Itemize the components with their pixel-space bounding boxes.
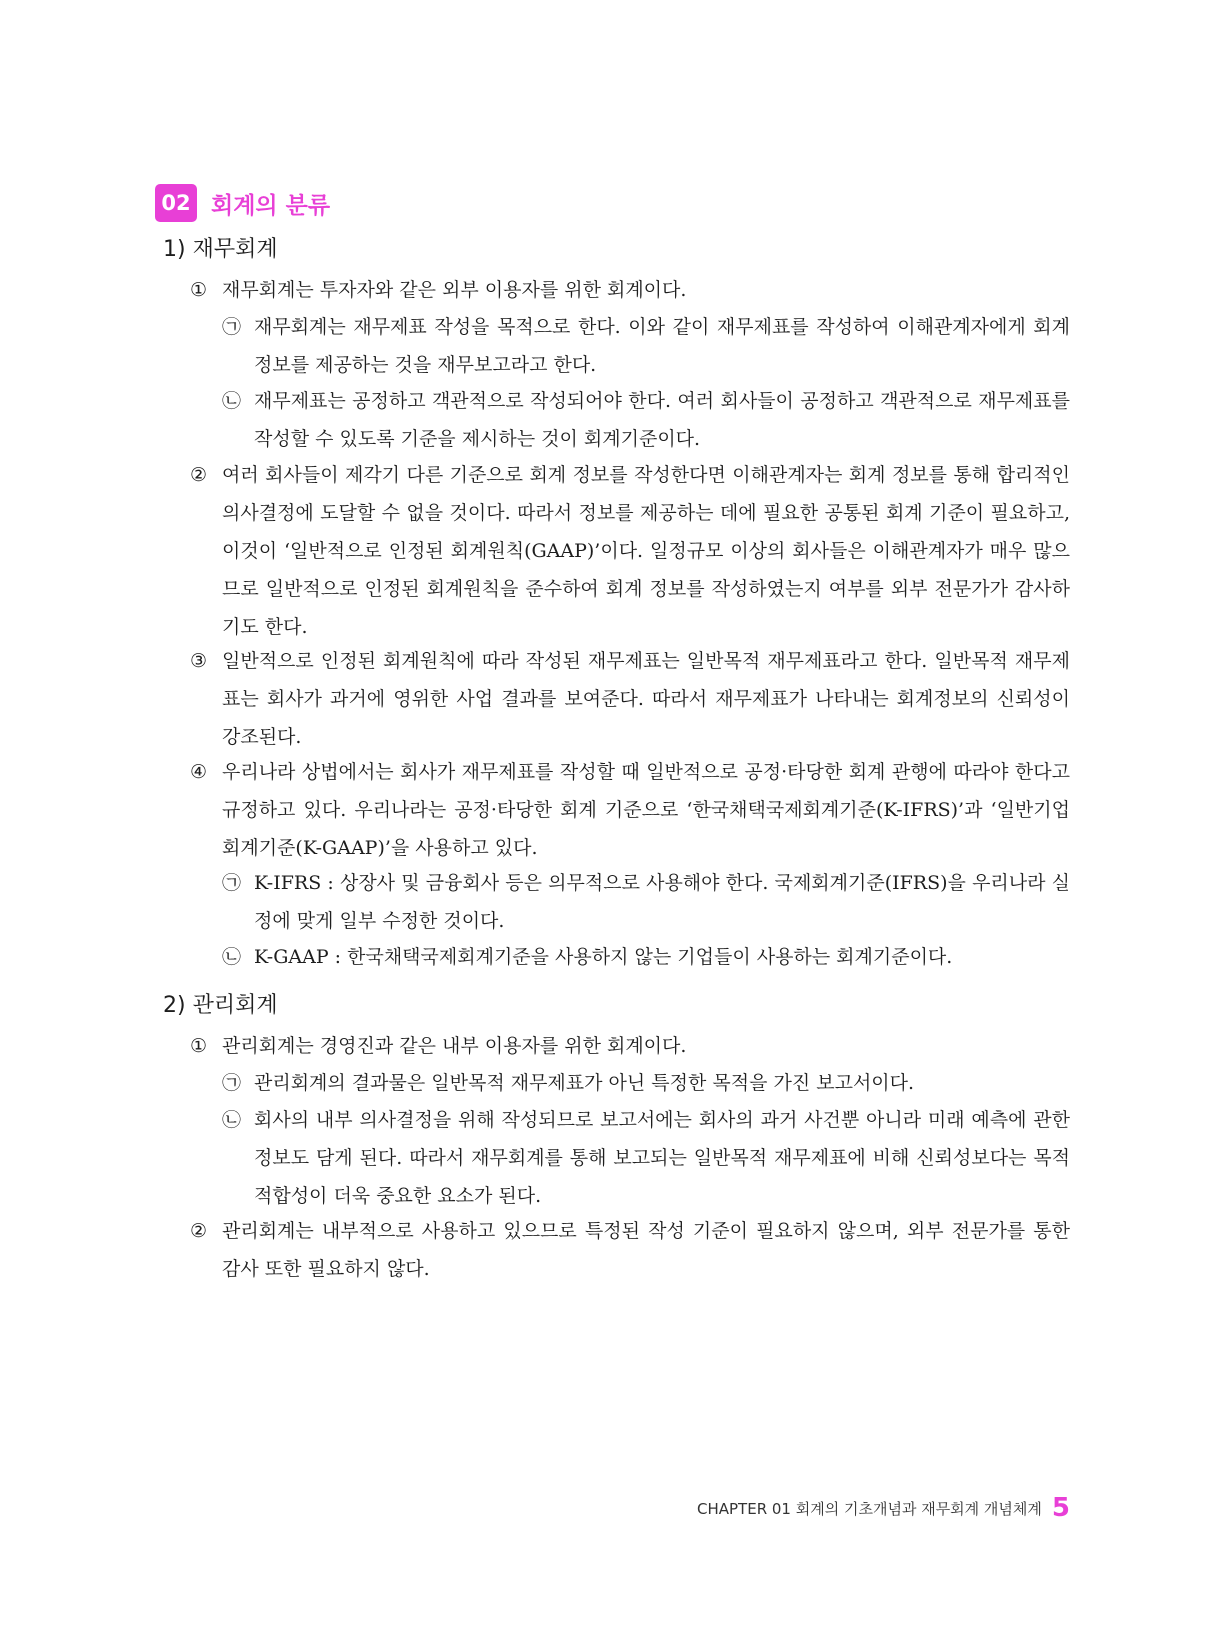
- paragraph: [222, 308, 1070, 384]
- item-marker: ㉠: [222, 872, 242, 894]
- paragraph-text: 관리회계의 결과물은 일반목적 재무제표가 아닌 특정한 목적을 가진 보고서이다.: [254, 1072, 915, 1094]
- paragraph: [222, 1064, 1070, 1102]
- paragraph-text: K-IFRS : 상장사 및 금융회사 등은 의무적으로 사용해야 한다. 국제회계기준(IFRS)을 우리나라 실정에 맞게 일부 수정한 것이다.: [254, 872, 1070, 932]
- paragraph: [190, 753, 1070, 867]
- item-marker: ㉡: [222, 1109, 242, 1131]
- paragraph: [190, 1212, 1070, 1288]
- item-marker: ③: [190, 650, 208, 672]
- chapter-title: CHAPTER 01 회계의 기초개념과 재무회계 개념체계: [697, 1499, 1042, 1518]
- subsection-heading-management: 2) 관리회계: [163, 993, 278, 1018]
- paragraph-text: 관리회계는 내부적으로 사용하고 있으므로 특정된 작성 기준이 필요하지 않으며, 외부 전문가를 통한 감사 또한 필요하지 않다.: [222, 1220, 1070, 1280]
- paragraph-text: 관리회계는 경영진과 같은 내부 이용자를 위한 회계이다.: [222, 1035, 687, 1057]
- section-header: [155, 184, 330, 222]
- paragraph-text: K-GAAP : 한국채택국제회계기준을 사용하지 않는 기업들이 사용하는 회계기준이다.: [254, 946, 953, 968]
- page-footer: [697, 1493, 1070, 1523]
- paragraph-text: 일반적으로 인정된 회계원칙에 따라 작성된 재무제표는 일반목적 재무제표라고 한다. 일반목적 재무제표는 회사가 과거에 영위한 사업 결과를 보여준다. 따라서 재무제표가 나타내는 회계정보의 신뢰성이 강조된다.: [222, 650, 1070, 748]
- section-number-badge: 02: [155, 184, 197, 222]
- page-number: 5: [1051, 1493, 1070, 1523]
- paragraph-text: 재무회계는 재무제표 작성을 목적으로 한다. 이와 같이 재무제표를 작성하여 이해관계자에게 회계정보를 제공하는 것을 재무보고라고 한다.: [254, 316, 1070, 376]
- paragraph: [222, 938, 1070, 976]
- item-marker: ㉡: [222, 946, 242, 968]
- paragraph-text: 회사의 내부 의사결정을 위해 작성되므로 보고서에는 회사의 과거 사건뿐 아니라 미래 예측에 관한 정보도 담게 된다. 따라서 재무회계를 통해 보고되는 일반목적 재무제표에 비해 신뢰성보다는 목적적합성이 더욱 중요한 요소가 된다.: [254, 1109, 1070, 1207]
- paragraph: [190, 642, 1070, 756]
- paragraph: [222, 864, 1070, 940]
- paragraph-text: 우리나라 상법에서는 회사가 재무제표를 작성할 때 일반적으로 공정·타당한 회계 관행에 따라야 한다고 규정하고 있다. 우리나라는 공정·타당한 회계 기준으로 ‘한국채택국제회계기준(K-IFRS)’과 ‘일반기업회계기준(K-GAAP)’을 사용하고 있다.: [222, 761, 1070, 859]
- item-marker: ④: [190, 761, 208, 783]
- paragraph: [190, 271, 1070, 309]
- item-marker: ①: [190, 1035, 208, 1057]
- item-marker: ②: [190, 1220, 208, 1242]
- paragraph-text: 재무회계는 투자자와 같은 외부 이용자를 위한 회계이다.: [222, 279, 687, 301]
- item-marker: ②: [190, 464, 208, 486]
- paragraph-text: 재무제표는 공정하고 객관적으로 작성되어야 한다. 여러 회사들이 공정하고 객관적으로 재무제표를 작성할 수 있도록 기준을 제시하는 것이 회계기준이다.: [254, 390, 1070, 450]
- paragraph: [222, 382, 1070, 458]
- item-marker: ㉡: [222, 390, 242, 412]
- paragraph: [190, 1027, 1070, 1065]
- item-marker: ㉠: [222, 316, 242, 338]
- item-marker: ①: [190, 279, 208, 301]
- item-marker: ㉠: [222, 1072, 242, 1094]
- section-title: 회계의 분류: [211, 192, 331, 219]
- subsection-heading-financial: 1) 재무회계: [163, 237, 278, 262]
- paragraph-text: 여러 회사들이 제각기 다른 기준으로 회계 정보를 작성한다면 이해관계자는 회계 정보를 통해 합리적인 의사결정에 도달할 수 없을 것이다. 따라서 정보를 제공하는 데에 필요한 공통된 회계 기준이 필요하고, 이것이 ‘일반적으로 인정된 회계원칙(GAAP)’이다. 일정규모 이상의 회사들은 이해관계자가 매우 많으므로 일반적으로 인정된 회계원칙을 준수하여 회계 정보를 작성하였는지 여부를 외부 전문가가 감사하기도 한다.: [222, 464, 1071, 638]
- paragraph: [190, 456, 1070, 646]
- paragraph: [222, 1101, 1070, 1215]
